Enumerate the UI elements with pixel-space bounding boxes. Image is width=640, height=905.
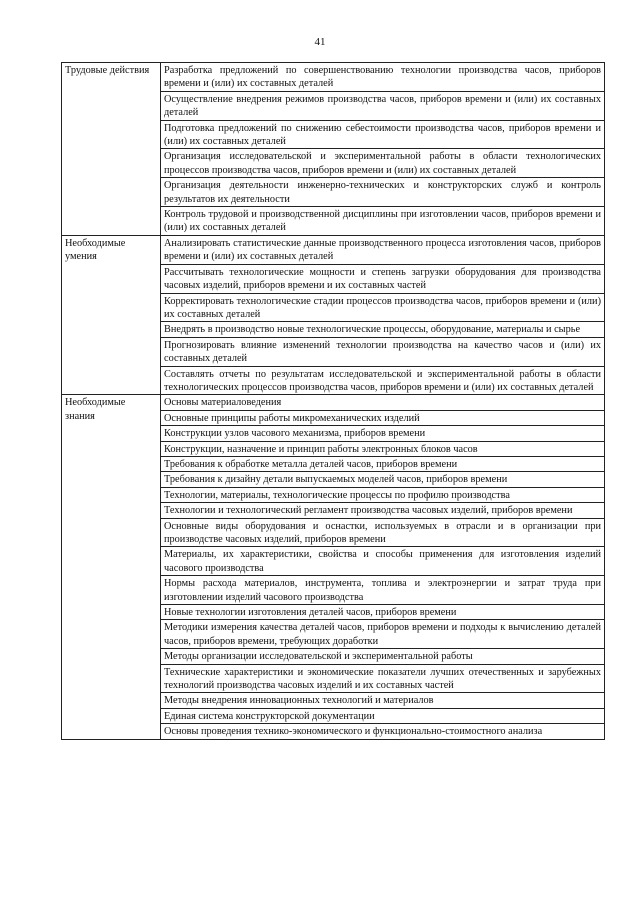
requirement-item: Технологии, материалы, технологические процессы по профилю производства [161, 487, 605, 502]
requirement-item: Требования к обработке металла деталей часов, приборов времени [161, 456, 605, 471]
table-row [62, 395, 605, 410]
requirement-item: Конструкции узлов часового механизма, приборов времени [161, 426, 605, 441]
requirement-item: Основы материаловедения [161, 395, 605, 410]
page-number: 41 [314, 36, 326, 48]
section-title: Необходимые знания [62, 395, 161, 739]
requirement-item: Внедрять в производство новые технологические процессы, оборудование, материалы и сырье [161, 322, 605, 337]
requirement-item: Прогнозировать влияние изменений технологии производства на качество часов и (или) их составных деталей [161, 337, 605, 366]
requirement-item: Новые технологии изготовления деталей часов, приборов времени [161, 605, 605, 620]
requirement-item: Технические характеристики и экономические показатели лучших отечественных и зарубежных технологий производства часовых изделий и их составных частей [161, 664, 605, 693]
requirement-item: Основы проведения технико-экономического и функционально-стоимостного анализа [161, 724, 605, 739]
requirement-item: Методы внедрения инновационных технологий и материалов [161, 693, 605, 708]
requirement-item: Методики измерения качества деталей часов, приборов времени и подходы к вычислению деталей часов, приборов времени, требующих доработки [161, 620, 605, 649]
requirement-item: Корректировать технологические стадии процессов производства часов, приборов времени и (или) их составных деталей [161, 293, 605, 322]
requirement-item: Разработка предложений по совершенствованию технологии производства часов, приборов времени и (или) их составных деталей [161, 63, 605, 92]
requirement-item: Основные виды оборудования и оснастки, используемых в отрасли и в организации при производстве часовых изделий, приборов времени [161, 518, 605, 547]
section-title: Трудовые действия [62, 63, 161, 236]
requirement-item: Составлять отчеты по результатам исследовательской и экспериментальной работы в области технологических процессов производства часов, приборов времени и (или) их составных деталей [161, 366, 605, 395]
requirement-item: Контроль трудовой и производственной дисциплины при изготовлении часов, приборов времени и (или) их составных деталей [161, 207, 605, 236]
requirement-item: Осуществление внедрения режимов производства часов, приборов времени и (или) их составных деталей [161, 91, 605, 120]
requirement-item: Единая система конструкторской документации [161, 708, 605, 723]
table-row [62, 235, 605, 264]
requirement-item: Подготовка предложений по снижению себестоимости производства часов, приборов времени и (или) их составных деталей [161, 120, 605, 149]
section-title: Необходимые умения [62, 235, 161, 394]
requirement-item: Методы организации исследовательской и экспериментальной работы [161, 649, 605, 664]
requirements-table-body [62, 63, 605, 740]
requirement-item: Конструкции, назначение и принцип работы электронных блоков часов [161, 441, 605, 456]
requirements-table [61, 62, 605, 740]
requirement-item: Анализировать статистические данные производственного процесса изготовления часов, приборов времени и (или) их составных деталей [161, 235, 605, 264]
requirement-item: Материалы, их характеристики, свойства и способы применения для изготовления изделий часового производства [161, 547, 605, 576]
requirement-item: Требования к дизайну детали выпускаемых моделей часов, приборов времени [161, 472, 605, 487]
requirement-item: Основные принципы работы микромеханических изделий [161, 410, 605, 425]
requirement-item: Нормы расхода материалов, инструмента, топлива и электроэнергии и затрат труда при изготовлении изделий часового производства [161, 576, 605, 605]
requirement-item: Технологии и технологический регламент производства часовых изделий, приборов времени [161, 503, 605, 518]
requirement-item: Рассчитывать технологические мощности и степень загрузки оборудования для производства часовых изделий, приборов времени и их составных частей [161, 264, 605, 293]
requirement-item: Организация деятельности инженерно-технических и конструкторских служб и контроль результатов их деятельности [161, 178, 605, 207]
table-row [62, 63, 605, 92]
requirement-item: Организация исследовательской и экспериментальной работы в области технологических процессов производства часов, приборов времени и (или) их составных деталей [161, 149, 605, 178]
